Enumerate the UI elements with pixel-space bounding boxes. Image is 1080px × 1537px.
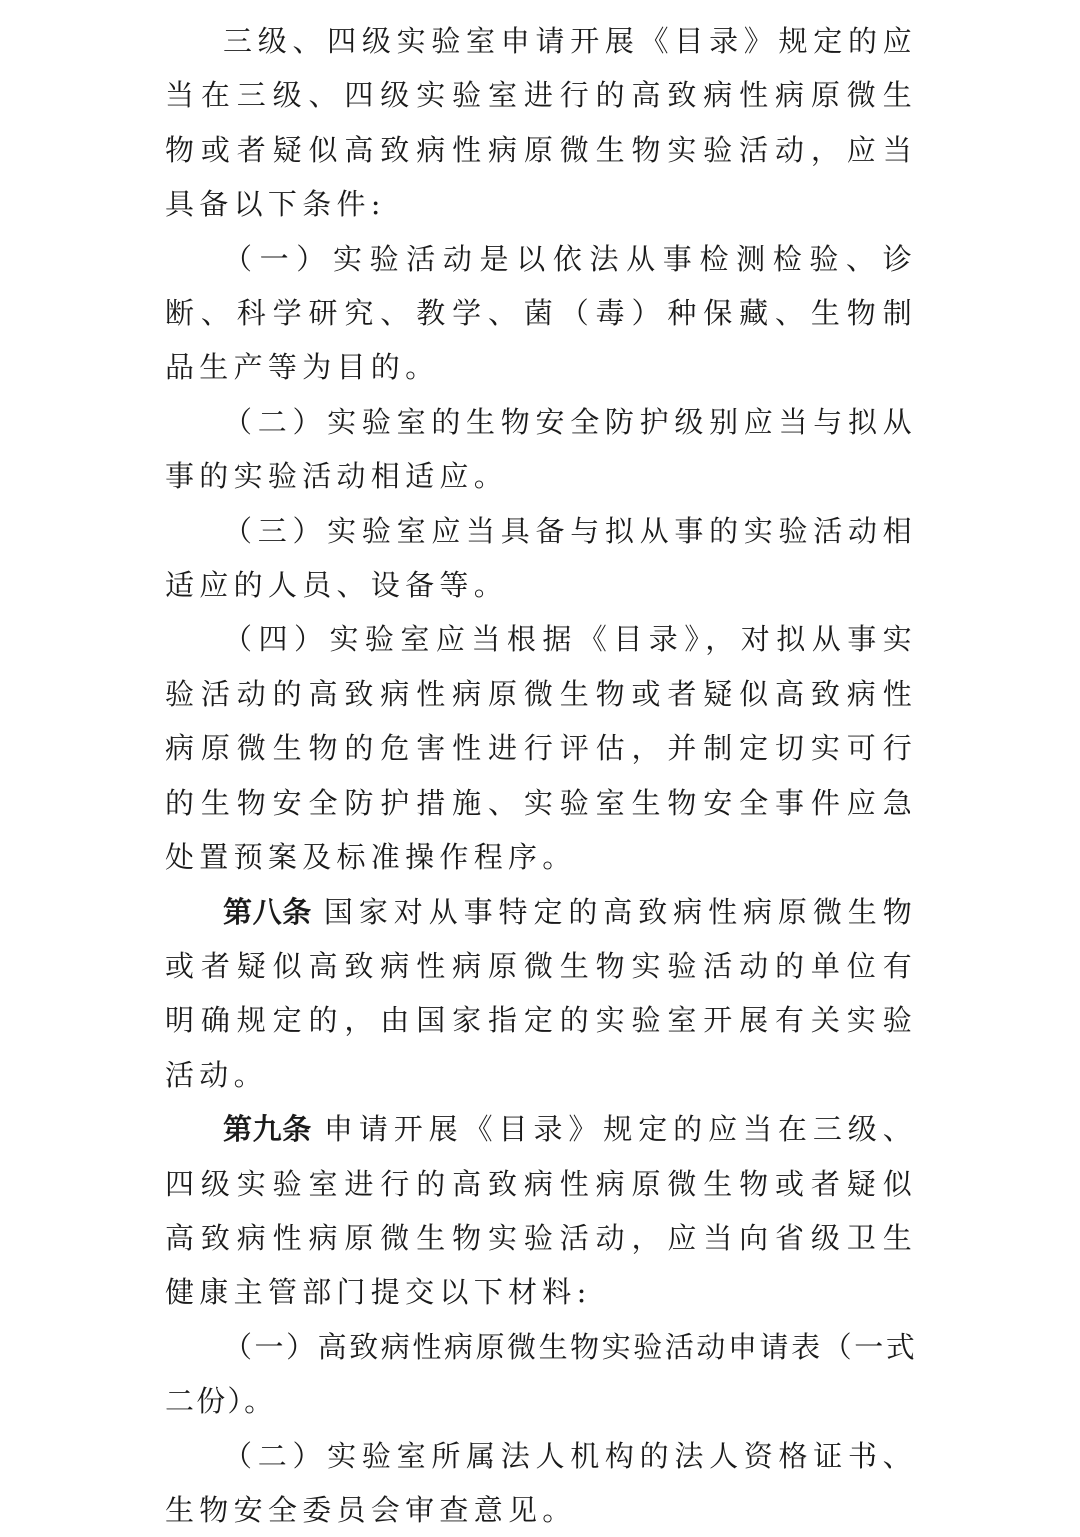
article-9 — [165, 1102, 917, 1320]
paragraph-condition-3: （三）实验室应当具备与拟从事的实验活动相适应的人员、设备等。 — [165, 513, 917, 603]
article-8-number: 第八条 — [223, 894, 312, 929]
paragraph-condition-2: （二）实验室的生物安全防护级别应当与拟从事的实验活动相适应。 — [165, 404, 917, 494]
article-9-text: 申请开展《目录》规定的应当在三级、四级实验室进行的高致病性病原微生物或者疑似高致病性病原微生物实验活动，应当向省级卫生健康主管部门提交以下材料: — [165, 1112, 917, 1310]
paragraph-conditions-intro: 三级、四级实验室申请开展《目录》规定的应当在三级、四级实验室进行的高致病性病原微生物或者疑似高致病性病原微生物实验活动，应当具备以下条件: — [165, 24, 917, 222]
article-9-item-2: （二）实验室所属法人机构的法人资格证书、生物安全委员会审查意见。 — [165, 1438, 917, 1527]
article-9-item-1: （一）高致病性病原微生物实验活动申请表（一式二份）。 — [165, 1329, 917, 1419]
article-8-text: 国家对从事特定的高致病性病原微生物或者疑似高致病性病原微生物实验活动的单位有明确规定的，由国家指定的实验室开展有关实验活动。 — [165, 894, 917, 1092]
article-8 — [165, 885, 917, 1103]
paragraph-condition-1: （一）实验活动是以依法从事检测检验、诊断、科学研究、教学、菌（毒）种保藏、生物制品生产等为目的。 — [165, 241, 917, 385]
document-body — [165, 14, 917, 1537]
paragraph-condition-4: （四）实验室应当根据《目录》，对拟从事实验活动的高致病性病原微生物或者疑似高致病性病原微生物的危害性进行评估，并制定切实可行的生物安全防护措施、实验室生物安全事件应急处置预案及标准操作程序。 — [165, 622, 917, 875]
article-9-number: 第九条 — [223, 1112, 312, 1147]
